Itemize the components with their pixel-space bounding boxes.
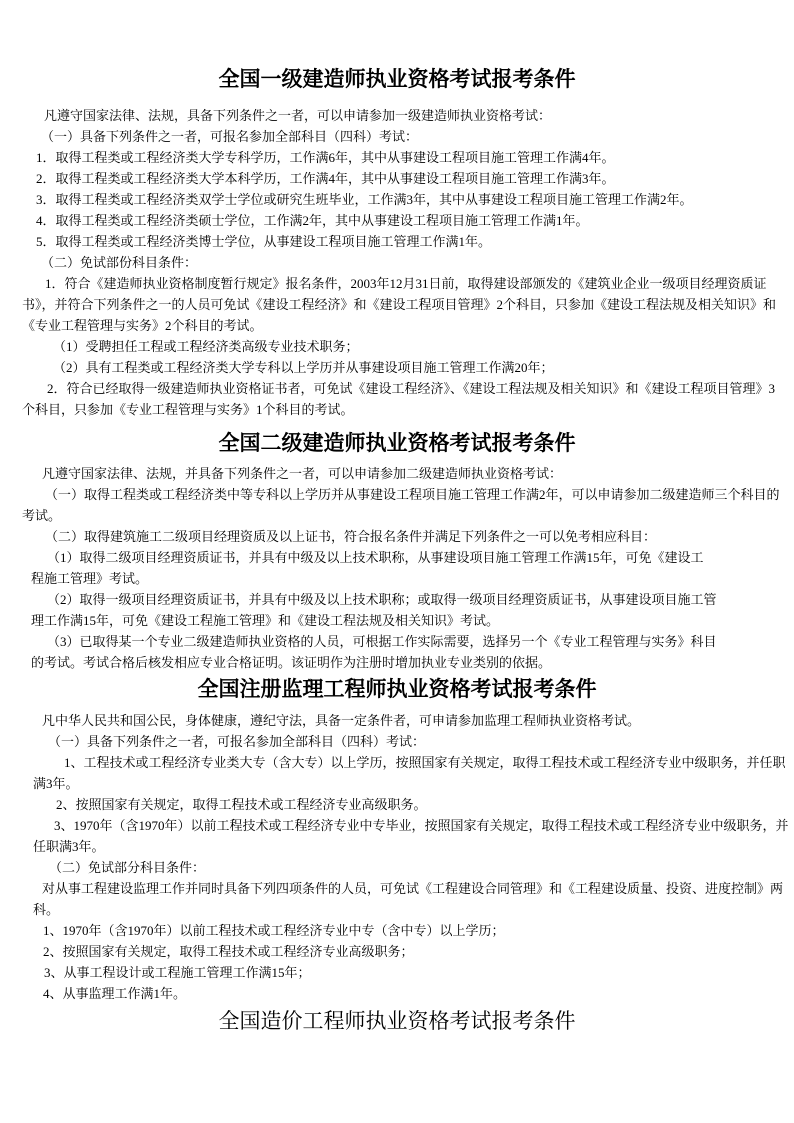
text-line: 1．符合《建造师执业资格制度暂行规定》报名条件，2003年12月31日前，取得建设部颁发的《建筑业企业一级项目经理资质证 — [45, 276, 767, 291]
text-line: （1）受聘担任工程或工程经济类高级专业技术职务； — [53, 339, 359, 354]
text-line: 4．取得工程类或工程经济类硕士学位，工作满2年，其中从事建设工程项目施工管理工作满1年。 — [36, 213, 589, 228]
text-line: 书》，并符合下列条件之一的人员可免试《建设工程经济》和《建设工程项目管理》2个科目，只参加《建设工程法规及相关知识》和 — [22, 297, 777, 312]
text-line: 《专业工程管理与实务》2个科目的考试。 — [22, 318, 263, 333]
text-line: 满3年。 — [33, 776, 79, 791]
text-line: 1、工程技术或工程经济专业类大专（含大专）以上学历，按照国家有关规定，取得工程技术或工程经济专业中级职务，并任职 — [64, 755, 786, 770]
text-line: 2．取得工程类或工程经济类大学本科学历，工作满4年，其中从事建设工程项目施工管理工作满3年。 — [36, 171, 615, 186]
section-title-level2-constructor: 全国二级建造师执业资格考试报考条件 — [218, 432, 576, 455]
text-line: 理工作满15年，可免《建设工程施工管理》和《建设工程法规及相关知识》考试。 — [31, 613, 500, 628]
text-line: 对从事工程建设监理工作并同时具备下列四项条件的人员，可免试《工程建设合同管理》和《工程建设质量、投资、进度控制》两 — [42, 881, 784, 896]
section-level1-constructor — [22, 65, 777, 420]
text-line: （一）具备下列条件之一者，可报名参加全部科目（四科）考试： — [48, 734, 426, 749]
text-line: 程施工管理》考试。 — [31, 571, 149, 586]
text-line: 科。 — [33, 902, 60, 917]
text-line: 凡遵守国家法律、法规，具备下列条件之一者，可以申请参加一级建造师执业资格考试： — [44, 108, 552, 123]
text-line: （2）具有工程类或工程经济类大学专科以上学历并从事建设项目施工管理工作满20年； — [53, 360, 554, 375]
text-line: 的考试。考试合格后核发相应专业合格证明。该证明作为注册时增加执业专业类别的依据。 — [31, 655, 552, 670]
section-title-level1-constructor: 全国一级建造师执业资格考试报考条件 — [218, 68, 576, 91]
text-line: 4、从事监理工作满1年。 — [43, 986, 187, 1001]
text-line: 凡中华人民共和国公民，身体健康，遵纪守法，具备一定条件者，可申请参加监理工程师执业资格考试。 — [42, 713, 641, 728]
text-line: 3．取得工程类或工程经济类双学士学位或研究生班毕业，工作满3年，其中从事建设工程项目施工管理工作满2年。 — [36, 192, 693, 207]
text-line: （3）已取得某一个专业二级建造师执业资格的人员，可根据工作实际需要，选择另一个《专业工程管理与实务》科目 — [47, 634, 717, 649]
text-line: 1．取得工程类或工程经济类大学专科学历，工作满6年，其中从事建设工程项目施工管理工作满4年。 — [36, 150, 615, 165]
text-line: 2、按照国家有关规定，取得工程技术或工程经济专业高级职务； — [43, 944, 414, 959]
section-title-cost-engineer: 全国造价工程师执业资格考试报考条件 — [218, 1009, 576, 1033]
text-line: 2、按照国家有关规定，取得工程技术或工程经济专业高级职务。 — [56, 797, 427, 812]
text-line: 个科目，只参加《专业工程管理与实务》1个科目的考试。 — [22, 402, 354, 417]
text-line: 3、1970年（含1970年）以前工程技术或工程经济专业中专毕业，按照国家有关规定，取得工程技术或工程经济专业中级职务，并 — [54, 818, 789, 833]
text-line: 2．符合已经取得一级建造师执业资格证书者，可免试《建设工程经济》、《建设工程法规及相关知识》和《建设工程项目管理》3 — [47, 381, 776, 396]
section-cost-engineer — [22, 1006, 772, 1036]
text-line: 凡遵守国家法律、法规，并具备下列条件之一者，可以申请参加二级建造师执业资格考试： — [42, 466, 563, 481]
text-line: 1、1970年（含1970年）以前工程技术或工程经济专业中专（含中专）以上学历； — [43, 923, 505, 938]
section-level2-constructor — [22, 429, 780, 673]
document-body — [22, 0, 789, 1036]
text-line: 5．取得工程类或工程经济类博士学位，从事建设工程项目施工管理工作满1年。 — [36, 234, 492, 249]
text-line: 考试。 — [22, 508, 62, 523]
text-line: （二）免试部份科目条件： — [41, 255, 198, 270]
text-line: 任职满3年。 — [33, 839, 105, 854]
text-line: 3、从事工程设计或工程施工管理工作满15年； — [44, 965, 311, 980]
section-supervision-engineer — [22, 675, 789, 1004]
text-line: （一）取得工程类或工程经济类中等专科以上学历并从事建设工程项目施工管理工作满2年，可以申请参加二级建造师三个科目的 — [45, 487, 780, 502]
text-line: （1）取得二级项目经理资质证书，并具有中级及以上技术职称，从事建设项目施工管理工作满15年，可免《建设工 — [47, 550, 704, 565]
text-line: （二）取得建筑施工二级项目经理资质及以上证书，符合报名条件并满足下列条件之一可以免考相应科目： — [45, 529, 657, 544]
text-line: （一）具备下列条件之一者，可报名参加全部科目（四科）考试： — [41, 129, 419, 144]
text-line: （2）取得一级项目经理资质证书，并具有中级及以上技术职称；或取得一级项目经理资质证书，从事建设项目施工管 — [47, 592, 717, 607]
text-line: （二）免试部分科目条件： — [49, 860, 206, 875]
section-title-supervision-engineer: 全国注册监理工程师执业资格考试报考条件 — [197, 678, 597, 701]
